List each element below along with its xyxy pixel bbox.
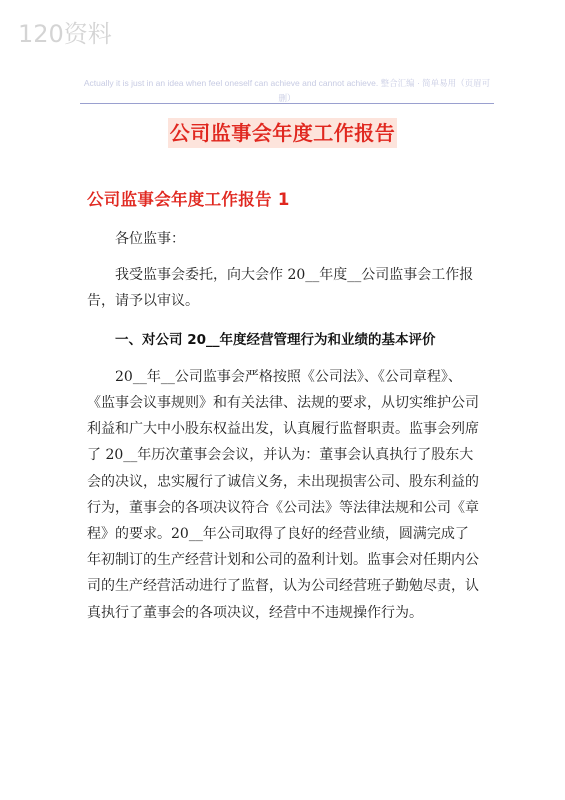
header-divider <box>80 103 494 104</box>
intro-paragraph: 我受监事会委托，向大会作 20__年度__公司监事会工作报告，请予以审议。 <box>87 267 474 310</box>
document-body <box>87 226 480 626</box>
section-title: 公司监事会年度工作报告 1 <box>87 190 290 209</box>
section-heading: 一、对公司 20__年度经营管理行为和业绩的基本评价 <box>115 331 436 348</box>
watermark-text: 120资料 <box>18 20 112 48</box>
document-title: 公司监事会年度工作报告 <box>168 118 398 148</box>
document-title-container <box>0 118 565 148</box>
body-paragraph: 20__年__公司监事会严格按照《公司法》、《公司章程》、《监事会议事规则》和有关法律、法规的要求，从切实维护公司利益和广大中小股东权益出发，认真履行监督职责。监事会列席了 20__年历次董事会会议，并认为：董事会认真执行了股东大会的决议，忠实履行了诚信义务，未出现损害公司、股东利益的行为，董事会的各项决议符合《公司法》等法律法规和公司《章程》的要求。20__年公司取得了良好的经营业绩，圆满完成了年初制订的生产经营计划和公司的盈利计划。监事会对任期内公司的生产经营活动进行了监督，认为公司经营班子勤勉尽责，认真执行了董事会的各项决议，经营中不违规操作行为。 <box>87 368 479 621</box>
page-header-text: Actually it is just in an idea when feel oneself can achieve and cannot achieve. 整合汇编 · 简单易用（页眉可删） <box>83 78 491 103</box>
greeting-paragraph: 各位监事： <box>115 231 185 247</box>
